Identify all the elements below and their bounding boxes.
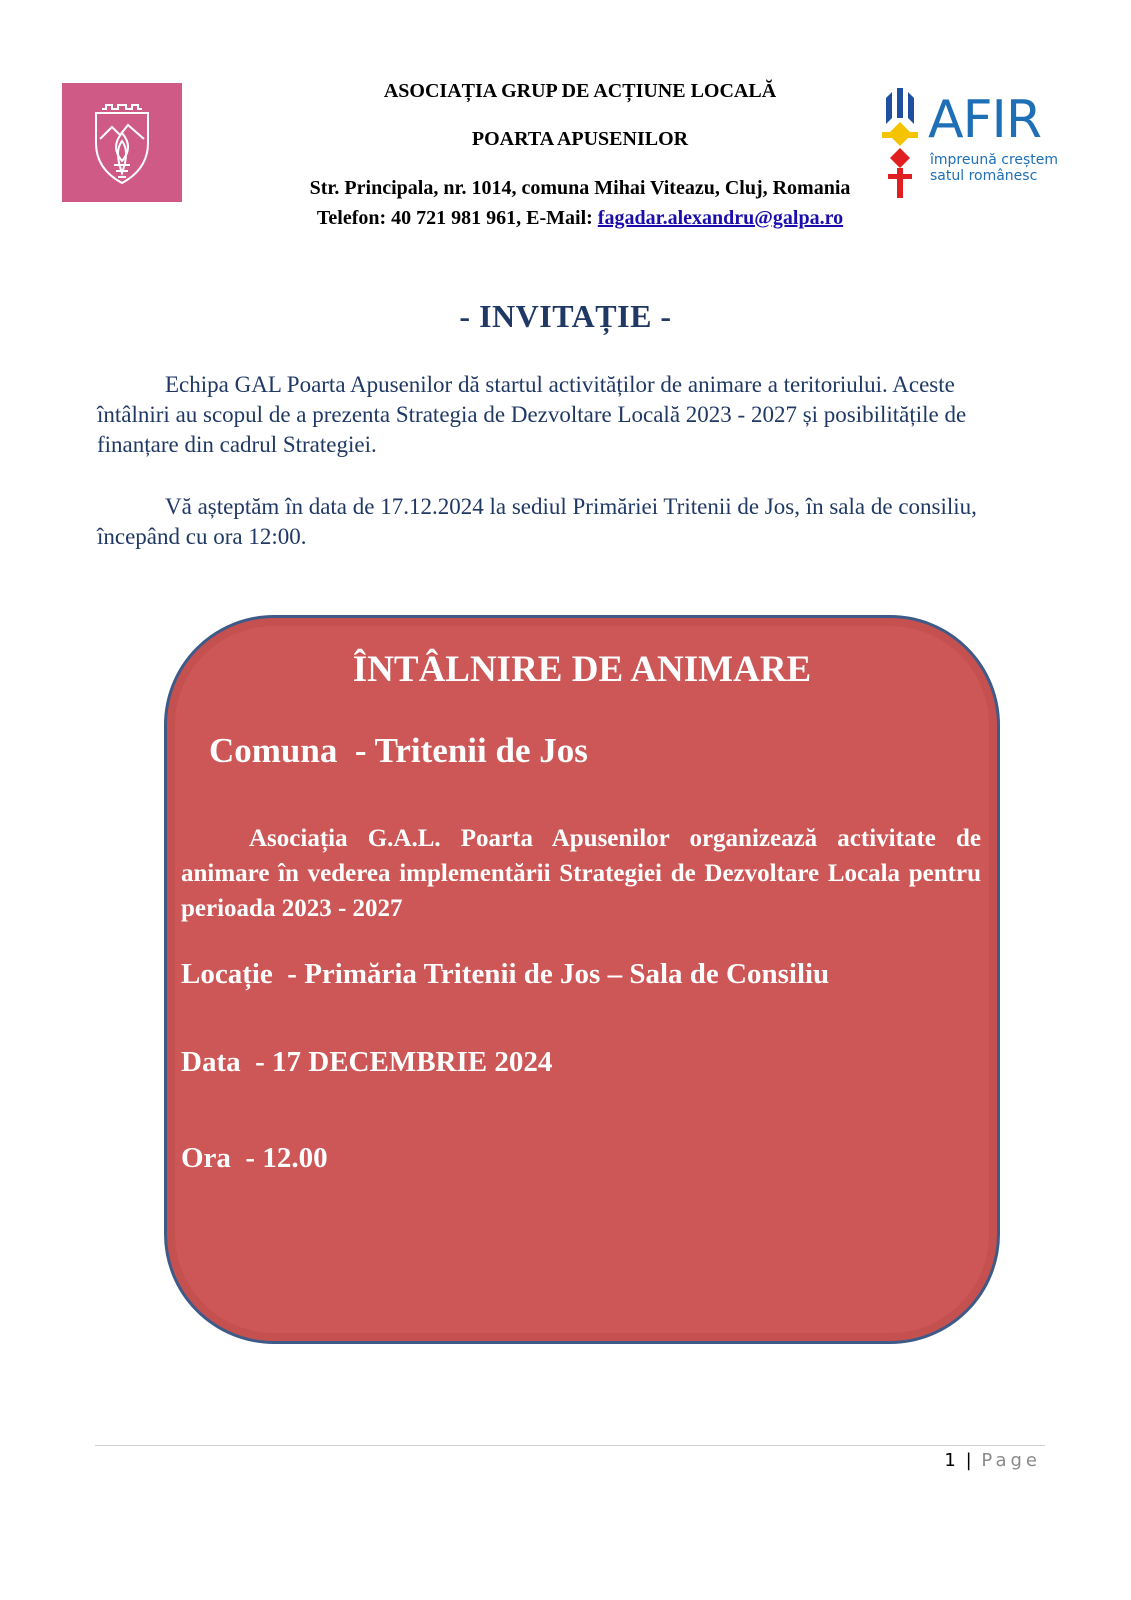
afir-tagline-line1: împreună creștem [930,152,1059,168]
page-label: Page [981,1450,1041,1471]
gal-emblem-icon [62,83,182,202]
footer-divider [95,1445,1045,1446]
org-address: Str. Principala, nr. 1014, comuna Mihai Viteazu, Cluj, Romania [309,177,851,199]
org-name-line1: ASOCIAȚIA GRUP DE ACȚIUNE LOCALĂ [383,80,777,102]
page-title: - INVITAȚIE - [459,298,672,334]
org-name-line2: POARTA APUSENILOR [471,128,689,150]
event-card-subtitle: Comuna - Tritenii de Jos [209,731,588,770]
event-card-title: ÎNTÂLNIRE DE ANIMARE [352,649,812,690]
org-contact [200,207,960,230]
event-time: Ora - 12.00 [181,1142,328,1174]
invitation-paragraph [97,492,1009,552]
afir-wordmark: AFIR [928,90,1041,150]
afir-tagline-line2: satul românesc [930,168,1038,184]
event-location: Locație - Primăria Tritenii de Jos – Sala de Consiliu [181,958,830,990]
event-date: Data - 17 DECEMBRIE 2024 [181,1046,553,1078]
page-number-value: 1 [944,1450,958,1471]
page-separator: | [965,1450,974,1471]
phone-label: Telefon: 40 721 981 961, E-Mail: [316,207,598,229]
gal-logo [62,83,182,202]
intro-paragraph [97,370,1009,460]
intro-paragraph-text: Echipa GAL Poarta Apusenilor dă startul activităților de animare a teritoriului. Aceste întâlniri au scopul de a prezenta Strategia de Dezvoltare Locală 2023 - 2027 și posibilitățile de finanțare din cadrul Strategiei. [97,372,967,457]
invitation-paragraph-text: Vă așteptăm în data de 17.12.2024 la sediul Primăriei Tritenii de Jos, în sala de consiliu, începând cu ora 12:00. [97,494,977,549]
page-number [944,1450,1041,1471]
email-link[interactable]: fagadar.alexandru@galpa.ro [597,207,844,229]
event-card-description: Asociația G.A.L. Poarta Apusenilor organizează activitate de animare în vederea implementării Strategiei de Dezvoltare Locala pentru perioada 2023 - 2027 [181,825,981,922]
event-card [164,615,1000,1344]
